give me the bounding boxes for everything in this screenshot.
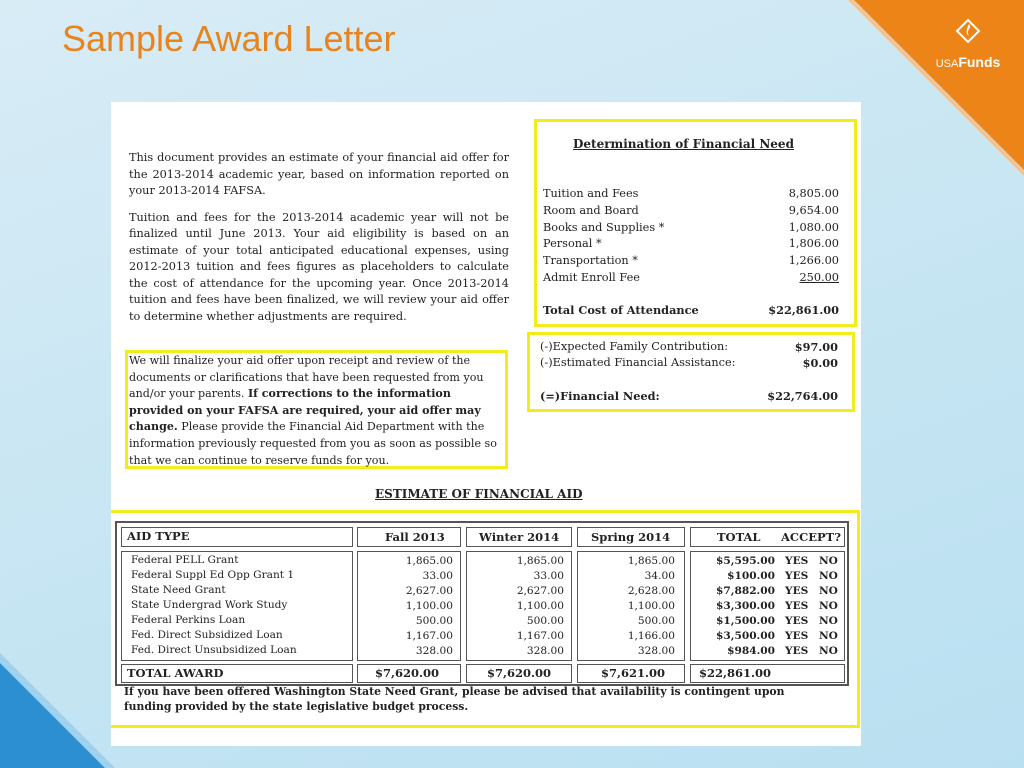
logo-funds: Funds	[958, 54, 1001, 70]
aid-fall-value: 2,627.00	[405, 585, 453, 597]
aid-spring-value: 2,628.00	[627, 585, 675, 597]
flame-logo-icon	[955, 18, 981, 50]
aid-name: Fed. Direct Unsubsidized Loan	[131, 644, 297, 656]
logo-text	[928, 54, 1008, 70]
cost-label: Room and Board	[543, 203, 639, 217]
accept-yes: YES	[785, 600, 809, 612]
aid-name: Federal PELL Grant	[131, 554, 239, 566]
efa-amount: $0.00	[802, 356, 838, 370]
cost-amount: 1,266.00	[788, 254, 839, 268]
accept-no: NO	[819, 600, 838, 612]
aid-spring-value: 1,865.00	[627, 555, 675, 567]
aid-winter-value: 33.00	[533, 570, 564, 582]
aid-name: Federal Perkins Loan	[131, 614, 246, 626]
cost-amount: 8,805.00	[788, 187, 839, 200]
accept-no: NO	[819, 630, 838, 642]
aid-winter-value: 328.00	[526, 645, 564, 657]
cost-label: Admit Enroll Fee	[543, 270, 640, 284]
aid-spring-value: 34.00	[644, 570, 675, 582]
finalize-text-2: Please provide the Financial Aid Department with the information previously requested from you as soon as possible so that we can continue to reserve funds for you.	[129, 420, 497, 467]
aid-name: State Undergrad Work Study	[131, 599, 288, 611]
aid-winter-value: 2,627.00	[516, 585, 564, 597]
header-aid-type: AID TYPE	[127, 529, 190, 543]
cost-label: Transportation *	[543, 254, 638, 268]
cost-label: Tuition and Fees	[543, 187, 639, 200]
accept-yes: YES	[785, 630, 809, 642]
cost-row	[543, 236, 839, 253]
award-letter-image	[111, 102, 861, 746]
cost-row	[543, 220, 839, 237]
total-award-label: TOTAL AWARD	[127, 666, 224, 680]
cost-list	[543, 186, 839, 287]
aid-spring-value: 328.00	[637, 645, 675, 657]
accept-yes: YES	[785, 555, 809, 567]
cost-amount: 9,654.00	[788, 203, 839, 217]
accept-no: NO	[819, 585, 838, 597]
total-cost-amount: $22,861.00	[768, 303, 839, 317]
efa-row	[540, 355, 838, 372]
efc-label: (-)Expected Family Contribution:	[540, 340, 729, 353]
finalize-notice-box	[125, 350, 508, 469]
aid-winter-value: 1,100.00	[516, 600, 564, 612]
finalize-text-1: We will finalize your aid offer upon receipt and review of the documents or clarifications that have been requested from you and/or your parents.	[129, 354, 484, 401]
aid-total-value: $984.00	[727, 645, 775, 657]
estimate-heading: ESTIMATE OF FINANCIAL AID	[375, 487, 583, 501]
cost-amount: 250.00	[799, 270, 839, 284]
aid-winter-value: 500.00	[526, 615, 564, 627]
accept-no: NO	[819, 645, 838, 657]
accept-yes: YES	[785, 570, 809, 582]
cost-label: Books and Supplies *	[543, 220, 665, 234]
aid-total-value: $3,500.00	[716, 630, 775, 642]
accept-no: NO	[819, 615, 838, 627]
aid-name: Fed. Direct Subsidized Loan	[131, 629, 283, 641]
accept-no: NO	[819, 555, 838, 567]
aid-total-value: $5,595.00	[716, 555, 775, 567]
header-fall: Fall 2013	[385, 530, 445, 544]
aid-fall-value: 1,865.00	[405, 555, 453, 567]
header-accept: ACCEPT?	[781, 530, 841, 544]
cost-label: Personal *	[543, 237, 602, 251]
total-award-fall: $7,620.00	[375, 666, 440, 680]
accept-no: NO	[819, 570, 838, 582]
efc-box	[527, 332, 855, 412]
accept-yes: YES	[785, 615, 809, 627]
aid-spring-value: 500.00	[637, 615, 675, 627]
accept-yes: YES	[785, 585, 809, 597]
aid-table	[115, 521, 849, 686]
header-spring: Spring 2014	[591, 530, 671, 544]
cost-row	[543, 270, 839, 287]
total-award-winter: $7,620.00	[487, 666, 552, 680]
financial-need-amount: $22,764.00	[767, 389, 838, 403]
header-total: TOTAL	[717, 530, 761, 544]
efc-row	[540, 339, 838, 356]
logo-usa: USA	[935, 58, 959, 70]
aid-winter-value: 1,865.00	[516, 555, 564, 567]
total-cost-label: Total Cost of Attendance	[543, 303, 699, 317]
aid-winter-value: 1,167.00	[516, 630, 564, 642]
need-title: Determination of Financial Need	[573, 137, 794, 151]
efc-amount: $97.00	[794, 340, 838, 354]
aid-spring-value: 1,166.00	[627, 630, 675, 642]
intro-paragraph-2: Tuition and fees for the 2013-2014 academic year will not be finalized until June 2013. Your aid eligibility is based on an estimate of your total anticipated educational expenses, using 2012-2013 tuition and fees figures as placeholders to calculate the cost of attendance for the upcoming year. Once 2013-2014 tuition and fees have been finalized, we will review your aid offer to determine whether adjustments are required.	[129, 210, 509, 323]
aid-total-value: $1,500.00	[716, 615, 775, 627]
accept-yes: YES	[785, 645, 809, 657]
aid-fall-value: 500.00	[415, 615, 453, 627]
aid-total-value: $100.00	[727, 570, 775, 582]
aid-name: Federal Suppl Ed Opp Grant 1	[131, 569, 295, 581]
cost-amount: 1,806.00	[788, 237, 839, 251]
total-cost-row	[543, 302, 839, 319]
cost-row	[543, 203, 839, 220]
aid-fall-value: 328.00	[415, 645, 453, 657]
aid-spring-value: 1,100.00	[627, 600, 675, 612]
usafunds-logo	[928, 18, 1008, 70]
aid-total-value: $3,300.00	[716, 600, 775, 612]
state-grant-footnote: If you have been offered Washington State Need Grant, please be advised that availability is contingent upon funding provided by the state legislative budget process.	[124, 685, 785, 713]
aid-name: State Need Grant	[131, 584, 226, 596]
efa-label: (-)Estimated Financial Assistance:	[540, 356, 736, 369]
header-winter: Winter 2014	[479, 530, 560, 544]
aid-fall-value: 1,167.00	[405, 630, 453, 642]
slide-title: Sample Award Letter	[62, 18, 396, 59]
aid-fall-value: 1,100.00	[405, 600, 453, 612]
financial-need-row	[540, 388, 838, 405]
aid-fall-value: 33.00	[422, 570, 453, 582]
intro-text	[129, 150, 509, 335]
cost-amount: 1,080.00	[788, 220, 839, 234]
finalize-text-bold: If corrections to the information provided on your FAFSA are required, your aid offer may change.	[129, 387, 481, 434]
financial-need-box	[534, 119, 857, 327]
total-award-spring: $7,621.00	[601, 666, 666, 680]
financial-need-label: (=)Financial Need:	[540, 389, 660, 403]
total-award-all: $22,861.00	[699, 666, 772, 680]
cost-row	[543, 253, 839, 270]
corner-decoration-bottom-left	[0, 663, 105, 768]
aid-total-value: $7,882.00	[716, 585, 775, 597]
cost-row	[543, 186, 839, 203]
intro-paragraph-1: This document provides an estimate of your financial aid offer for the 2013-2014 academic year, based on information reported on your 2013-2014 FAFSA.	[129, 151, 509, 197]
